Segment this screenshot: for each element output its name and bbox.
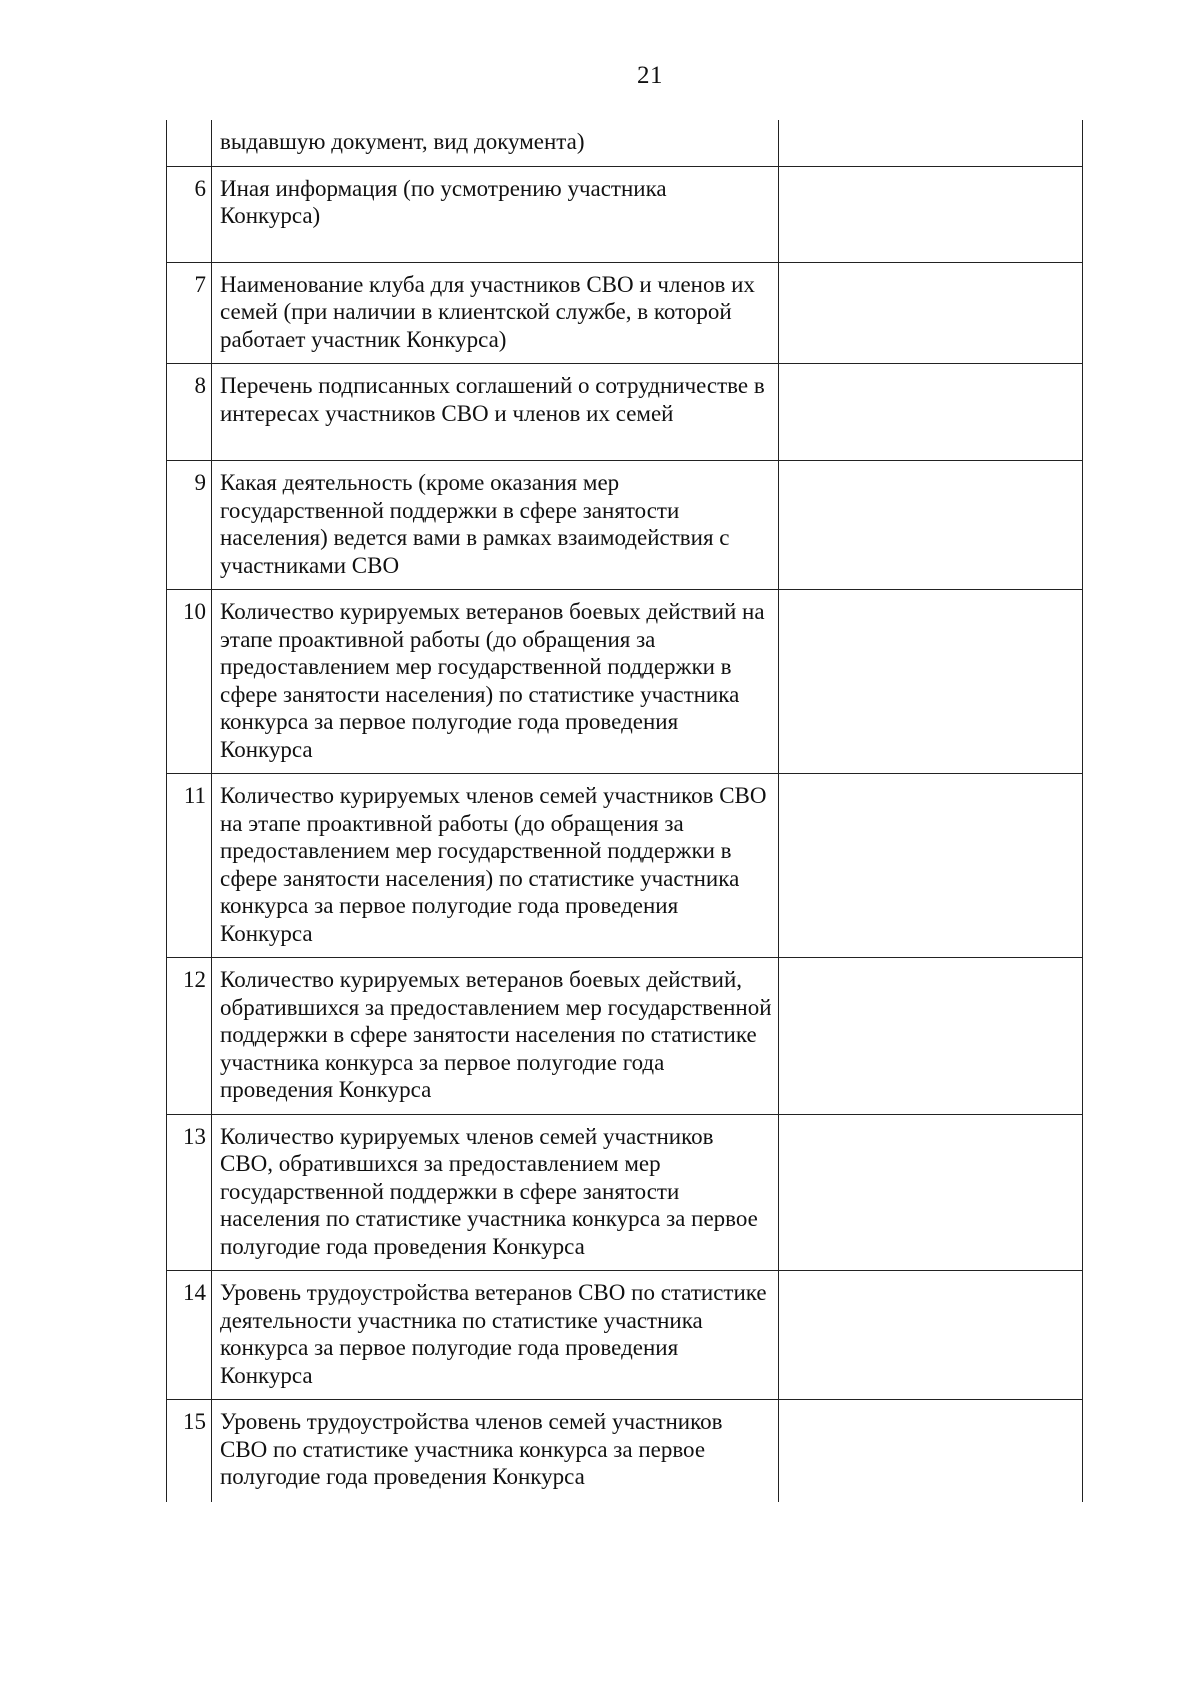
questionnaire-table [166,120,1083,1502]
row-description: Наименование клуба для участников СВО и членов их семей (при наличии в клиентской службе, в которой работает участник Конкурса) [212,262,779,364]
row-description: Количество курируемых ветеранов боевых действий, обратившихся за предоставлением мер государственной поддержки в сфере занятости населения по статистике участника конкурса за первое полугодие года проведения Конкурса [212,958,779,1115]
row-value-cell [779,1400,1083,1502]
row-description: Количество курируемых членов семей участников СВО на этапе проактивной работы (до обращения за предоставлением мер государственной поддержки в сфере занятости населения) по статистике участника конкурса за первое полугодие года проведения Конкурса [212,774,779,958]
table-row [167,364,1083,461]
table-row [167,1271,1083,1400]
row-number: 6 [167,166,212,262]
row-number: 13 [167,1114,212,1271]
row-value-cell [779,958,1083,1115]
row-description: Какая деятельность (кроме оказания мер государственной поддержки в сфере занятости населения) ведется вами в рамках взаимодействия с участниками СВО [212,461,779,590]
row-number: 9 [167,461,212,590]
table-row [167,120,1083,166]
row-description: Иная информация (по усмотрению участника Конкурса) [212,166,779,262]
table-row [167,774,1083,958]
row-number: 12 [167,958,212,1115]
row-number: 11 [167,774,212,958]
row-value-cell [779,590,1083,774]
row-value-cell [779,1114,1083,1271]
row-value-cell [779,120,1083,166]
row-number: 15 [167,1400,212,1502]
row-value-cell [779,262,1083,364]
row-number: 14 [167,1271,212,1400]
table-row [167,1400,1083,1502]
row-description: Количество курируемых ветеранов боевых действий на этапе проактивной работы (до обращения за предоставлением мер государственной поддержки в сфере занятости населения) по статистике участника конкурса за первое полугодие года проведения Конкурса [212,590,779,774]
table-row [167,262,1083,364]
page-number: 21 [637,62,663,89]
table-row [167,166,1083,262]
row-number: 10 [167,590,212,774]
row-number: 8 [167,364,212,461]
row-value-cell [779,1271,1083,1400]
row-description: выдавшую документ, вид документа) [212,120,779,166]
row-number [167,120,212,166]
row-value-cell [779,774,1083,958]
row-value-cell [779,461,1083,590]
row-description: Уровень трудоустройства членов семей участников СВО по статистике участника конкурса за первое полугодие года проведения Конкурса [212,1400,779,1502]
row-value-cell [779,364,1083,461]
table-row [167,1114,1083,1271]
row-description: Уровень трудоустройства ветеранов СВО по статистике деятельности участника по статистике участника конкурса за первое полугодие года проведения Конкурса [212,1271,779,1400]
table-row [167,958,1083,1115]
row-description: Перечень подписанных соглашений о сотрудничестве в интересах участников СВО и членов их семей [212,364,779,461]
row-value-cell [779,166,1083,262]
row-number: 7 [167,262,212,364]
table-row [167,590,1083,774]
row-description: Количество курируемых членов семей участников СВО, обратившихся за предоставлением мер государственной поддержки в сфере занятости населения по статистике участника конкурса за первое полугодие года проведения Конкурса [212,1114,779,1271]
table-row [167,461,1083,590]
